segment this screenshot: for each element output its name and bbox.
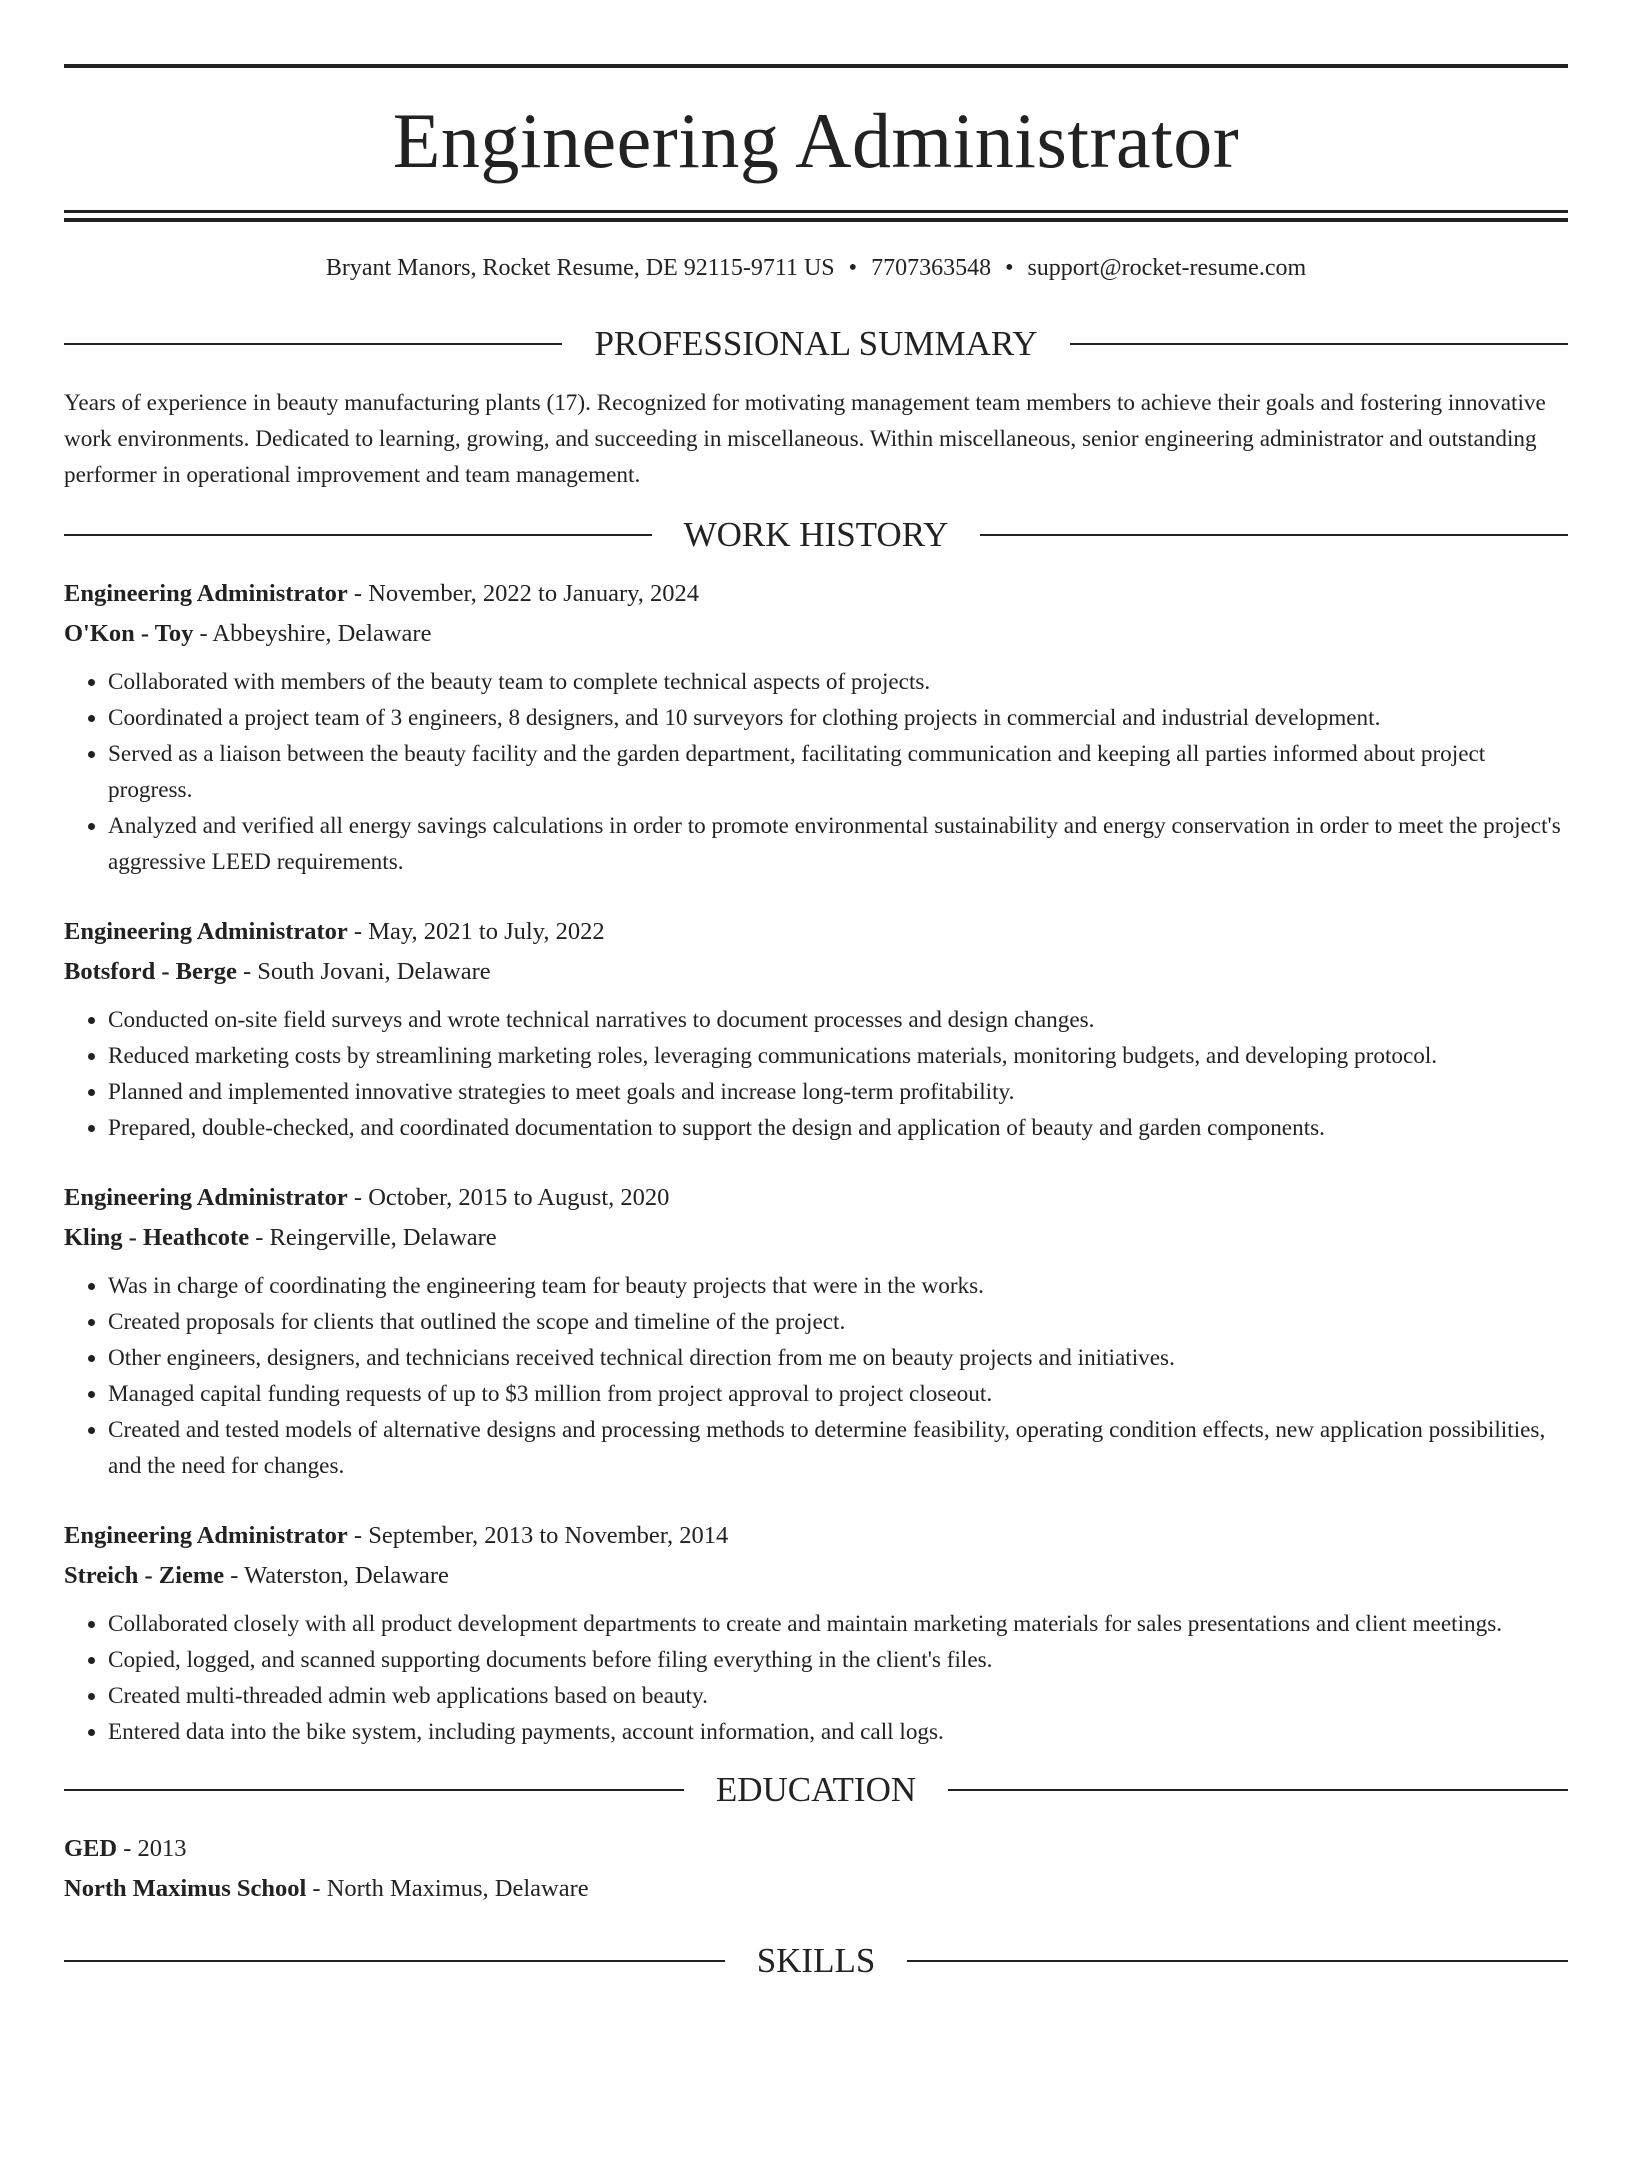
job-company-line bbox=[64, 1218, 1568, 1258]
education-degree-line bbox=[64, 1829, 1568, 1869]
job-dates: - November, 2022 to January, 2024 bbox=[347, 580, 700, 607]
education-title: EDUCATION bbox=[715, 1770, 917, 1809]
contact-address: Bryant Manors, Rocket Resume, DE 92115-9711 US bbox=[325, 255, 835, 281]
header-double-rule bbox=[64, 210, 1568, 222]
contact-email: support@rocket-resume.com bbox=[1027, 255, 1307, 281]
candidate-name: Engineering Administrator bbox=[392, 97, 1240, 184]
job-title-line bbox=[64, 912, 1568, 952]
summary-text: Years of experience in beauty manufacturing plants (17). Recognized for motivating management team members to achieve their goals and fostering innovative work environments. Dedicated to learning, growing, and succeeding in miscellaneous. Within miscellaneous, senior engineering administrator and outstanding performer in operational improvement and team management. bbox=[64, 390, 1546, 488]
heading-rule-right bbox=[907, 1960, 1568, 1962]
education-school: North Maximus School bbox=[64, 1875, 307, 1902]
job-title: Engineering Administrator bbox=[64, 1184, 348, 1211]
job-location: - South Jovani, Delaware bbox=[236, 958, 491, 985]
skills-heading bbox=[64, 1943, 1568, 1978]
job-location: - Waterston, Delaware bbox=[224, 1562, 449, 1589]
top-rule bbox=[64, 64, 1568, 68]
job-bullets bbox=[64, 1002, 1568, 1146]
job-company-line bbox=[64, 952, 1568, 992]
job-title-line bbox=[64, 1516, 1568, 1556]
heading-rule-right bbox=[980, 534, 1568, 536]
job-bullet: • Other engineers, designers, and technicians received technical direction from me on beauty projects and initiatives. bbox=[108, 1340, 1568, 1376]
education-location: - North Maximus, Delaware bbox=[306, 1875, 589, 1902]
job-company-line bbox=[64, 614, 1568, 654]
job-title: Engineering Administrator bbox=[64, 1522, 348, 1549]
heading-rule-left bbox=[64, 1789, 684, 1791]
job-bullet: • Analyzed and verified all energy savings calculations in order to promote environmental sustainability and energy conservation in order to meet the project's aggressive LEED requirements. bbox=[108, 808, 1568, 880]
education-heading bbox=[64, 1772, 1568, 1807]
heading-rule-right bbox=[948, 1789, 1568, 1791]
education-entry bbox=[64, 1829, 1568, 1909]
job-bullet: • Created proposals for clients that outlined the scope and timeline of the project. bbox=[108, 1304, 1568, 1340]
job-company: Streich - Zieme bbox=[64, 1562, 225, 1589]
education-degree: GED bbox=[64, 1835, 118, 1862]
job-bullet: • Entered data into the bike system, including payments, account information, and call logs. bbox=[108, 1714, 1568, 1750]
heading-rule-left bbox=[64, 343, 562, 345]
job-entry bbox=[64, 574, 1568, 880]
heading-rule-left bbox=[64, 1960, 725, 1962]
job-entry bbox=[64, 912, 1568, 1146]
contact-separator: • bbox=[848, 255, 858, 281]
summary-title: PROFESSIONAL SUMMARY bbox=[594, 324, 1038, 363]
job-dates: - September, 2013 to November, 2014 bbox=[347, 1522, 729, 1549]
contact-phone: 7707363548 bbox=[871, 255, 992, 281]
education-school-line bbox=[64, 1869, 1568, 1909]
job-bullets bbox=[64, 1606, 1568, 1750]
job-entry bbox=[64, 1178, 1568, 1484]
job-company: Botsford - Berge bbox=[64, 958, 237, 985]
job-title-line bbox=[64, 574, 1568, 614]
job-bullet: • Coordinated a project team of 3 engineers, 8 designers, and 10 surveyors for clothing projects in commercial and industrial development. bbox=[108, 700, 1568, 736]
job-bullet: • Planned and implemented innovative strategies to meet goals and increase long-term profitability. bbox=[108, 1074, 1568, 1110]
contact-separator: • bbox=[1005, 255, 1014, 281]
job-bullets bbox=[64, 1268, 1568, 1484]
job-bullet: • Collaborated with members of the beauty team to complete technical aspects of projects. bbox=[108, 664, 1568, 700]
job-bullet: • Created multi-threaded admin web applications based on beauty. bbox=[108, 1678, 1568, 1714]
job-bullet: • Managed capital funding requests of up to $3 million from project approval to project closeout. bbox=[108, 1376, 1568, 1412]
resume-page bbox=[0, 64, 1632, 2176]
job-dates: - October, 2015 to August, 2020 bbox=[347, 1184, 670, 1211]
job-bullet: • Copied, logged, and scanned supporting documents before filing everything in the client's files. bbox=[108, 1642, 1568, 1678]
job-bullet: • Conducted on-site field surveys and wrote technical narratives to document processes and design changes. bbox=[108, 1002, 1568, 1038]
contact-line bbox=[64, 256, 1568, 280]
heading-rule-left bbox=[64, 534, 652, 536]
work-history-title: WORK HISTORY bbox=[683, 515, 949, 554]
job-title-line bbox=[64, 1178, 1568, 1218]
job-company: O'Kon - Toy bbox=[64, 620, 194, 647]
job-bullet: • Collaborated closely with all product development departments to create and maintain marketing materials for sales presentations and client meetings. bbox=[108, 1606, 1568, 1642]
job-location: - Reingerville, Delaware bbox=[249, 1224, 497, 1251]
job-bullet: • Prepared, double-checked, and coordinated documentation to support the design and application of beauty and garden components. bbox=[108, 1110, 1568, 1146]
job-bullet: • Was in charge of coordinating the engineering team for beauty projects that were in the works. bbox=[108, 1268, 1568, 1304]
education-year: - 2013 bbox=[117, 1835, 187, 1862]
heading-rule-right bbox=[1070, 343, 1568, 345]
job-location: - Abbeyshire, Delaware bbox=[193, 620, 432, 647]
job-bullet: • Created and tested models of alternative designs and processing methods to determine feasibility, operating condition effects, new application possibilities, and the need for changes. bbox=[108, 1412, 1568, 1484]
summary-heading bbox=[64, 326, 1568, 361]
job-entry bbox=[64, 1516, 1568, 1750]
skills-title: SKILLS bbox=[756, 1941, 876, 1980]
job-company: Kling - Heathcote bbox=[64, 1224, 250, 1251]
job-company-line bbox=[64, 1556, 1568, 1596]
job-title: Engineering Administrator bbox=[64, 580, 348, 607]
work-history-heading bbox=[64, 517, 1568, 552]
job-bullets bbox=[64, 664, 1568, 880]
job-bullet: • Served as a liaison between the beauty facility and the garden department, facilitating communication and keeping all parties informed about project progress. bbox=[108, 736, 1568, 808]
job-title: Engineering Administrator bbox=[64, 918, 348, 945]
job-bullet: • Reduced marketing costs by streamlining marketing roles, leveraging communications materials, monitoring budgets, and developing protocol. bbox=[108, 1038, 1568, 1074]
job-dates: - May, 2021 to July, 2022 bbox=[347, 918, 605, 945]
